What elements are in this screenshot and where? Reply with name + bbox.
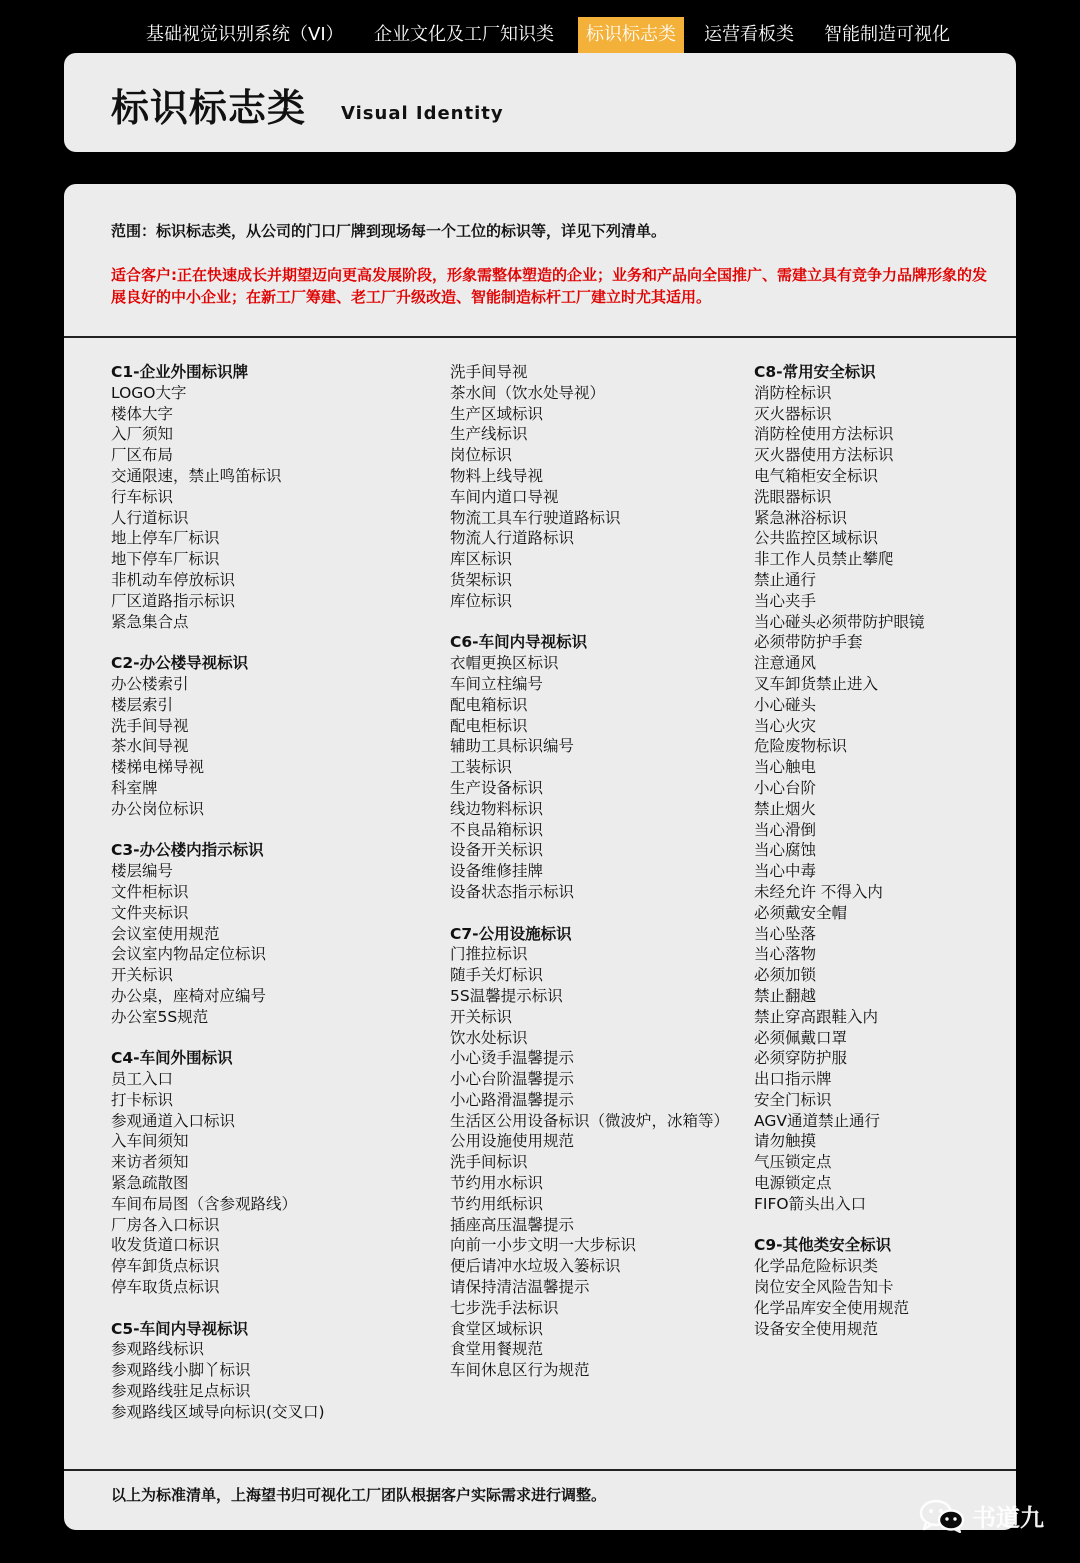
list-item: 配电柜标识 [450, 716, 528, 735]
list-item: 食堂区域标识 [450, 1319, 544, 1338]
list-item: 安全门标识 [754, 1090, 832, 1109]
list-item: 叉车卸货禁止进入 [754, 674, 879, 693]
section-title: C3-办公楼内指示标识 [111, 841, 264, 860]
list-item: 货架标识 [450, 570, 513, 589]
list-item: 请勿触摸 [754, 1132, 817, 1151]
list-item: 车间立柱编号 [450, 674, 544, 693]
list-item: 入车间须知 [111, 1132, 189, 1151]
list-item: 气压锁定点 [754, 1153, 832, 1172]
list-item: 必须穿防护服 [754, 1049, 848, 1068]
list-item: 厂区道路指示标识 [111, 591, 236, 610]
target-clients-text: 适合客户:正在快速成长并期望迈向更高发展阶段，形象需整体塑造的企业；业务和产品向全国推广、需建立具有竞争力品牌形象的发展良好的中小企业；在新工厂筹建、老工厂升级改造、智能制造标杆工厂建立时尤其适用。 [111, 266, 988, 306]
list-item: 小心台阶 [754, 778, 817, 797]
list-item: 库区标识 [450, 550, 513, 569]
list-item: 当心夹手 [754, 591, 817, 610]
tab-vi-system[interactable]: 基础视觉识别系统（VI） [146, 24, 344, 45]
wechat-icon [918, 1499, 966, 1533]
tab-smart-manufacturing[interactable]: 智能制造可视化 [824, 24, 950, 45]
content-card [64, 184, 1016, 1530]
list-item: 门推拉标识 [450, 945, 528, 964]
footer-note: 以上为标准清单，上海望书归可视化工厂团队根据客户实际需求进行调整。 [111, 1486, 607, 1504]
page-subtitle: Visual Identity [341, 103, 504, 124]
list-item: 停车取货点标识 [111, 1278, 220, 1297]
list-item: 来访者须知 [111, 1153, 189, 1172]
list-item: 洗手间导视 [111, 716, 189, 735]
list-column-2 [450, 362, 729, 1402]
list-item: 电气箱柜安全标识 [754, 466, 879, 485]
list-item: 七步洗手法标识 [450, 1298, 559, 1317]
page-title: 标识标志类 [111, 86, 307, 130]
list-item: 小心碰头 [754, 695, 817, 714]
list-item: 生产区域标识 [450, 404, 544, 423]
list-section [111, 840, 325, 1027]
list-item: 生产设备标识 [450, 778, 544, 797]
list-section [111, 1048, 325, 1298]
list-item: 生产线标识 [450, 425, 528, 444]
list-section [111, 653, 325, 819]
list-item: 会议室使用规范 [111, 924, 220, 943]
list-item: 茶水间导视 [111, 737, 189, 756]
list-item: 生活区公用设备标识（微波炉，冰箱等） [450, 1111, 730, 1130]
list-item: 交通限速，禁止鸣笛标识 [111, 466, 282, 485]
list-section [450, 924, 729, 1382]
list-item: 设备开关标识 [450, 841, 544, 860]
scope-text: 范围：标识标志类，从公司的门口厂牌到现场每一个工位的标识等，详见下列清单。 [111, 222, 667, 240]
list-item: 参观通道入口标识 [111, 1111, 236, 1130]
list-item: AGV通道禁止通行 [754, 1111, 880, 1130]
list-item: 必须戴安全帽 [754, 903, 848, 922]
list-item: 节约用水标识 [450, 1174, 544, 1193]
list-item: 衣帽更换区标识 [450, 654, 559, 673]
section-title: C7-公用设施标识 [450, 924, 572, 943]
list-item: 当心腐蚀 [754, 841, 817, 860]
list-item: 开关标识 [450, 1007, 513, 1026]
list-item: FIFO箭头出入口 [754, 1194, 867, 1213]
list-section [754, 362, 925, 1215]
list-item: 请保持清洁温馨提示 [450, 1278, 590, 1297]
list-item: 便后请冲水垃圾入篓标识 [450, 1257, 621, 1276]
list-item: 出口指示牌 [754, 1070, 832, 1089]
list-item: 参观路线小脚丫标识 [111, 1361, 251, 1380]
list-item: 厂区布局 [111, 446, 174, 465]
list-item: 车间布局图（含参观路线） [111, 1194, 298, 1213]
list-item: 收发货道口标识 [111, 1236, 220, 1255]
section-title: C2-办公楼导视标识 [111, 654, 249, 673]
list-item: 行车标识 [111, 487, 174, 506]
list-section [111, 1319, 325, 1423]
watermark [918, 1498, 1044, 1533]
list-item: 必须带防护手套 [754, 633, 863, 652]
tab-signage[interactable]: 标识标志类 [578, 17, 684, 53]
list-item: 设备状态指示标识 [450, 882, 575, 901]
list-section [450, 632, 729, 902]
list-item: 楼层编号 [111, 862, 174, 881]
list-item: 插座高压温馨提示 [450, 1215, 575, 1234]
list-section [450, 362, 729, 612]
list-item: 禁止烟火 [754, 799, 817, 818]
list-section [754, 1235, 925, 1339]
list-item: 危险废物标识 [754, 737, 848, 756]
list-item: 地上停车厂标识 [111, 529, 220, 548]
list-item: 岗位安全风险告知卡 [754, 1278, 894, 1297]
list-item: 饮水处标识 [450, 1028, 528, 1047]
list-item: 入厂须知 [111, 425, 174, 444]
list-item: 工装标识 [450, 758, 513, 777]
list-item: 辅助工具标识编号 [450, 737, 575, 756]
list-item: 必须佩戴口罩 [754, 1028, 848, 1047]
watermark-text: 书道九 [972, 1504, 1044, 1532]
list-item: 禁止穿高跟鞋入内 [754, 1007, 879, 1026]
list-item: 物料上线导视 [450, 466, 544, 485]
list-item: 办公室5S规范 [111, 1007, 209, 1026]
list-item: 当心触电 [754, 758, 817, 777]
list-item: 车间休息区行为规范 [450, 1361, 590, 1380]
list-section [111, 362, 325, 632]
divider [64, 1469, 1016, 1471]
list-item: 文件夹标识 [111, 903, 189, 922]
list-item: 员工入口 [111, 1070, 174, 1089]
list-item: LOGO大字 [111, 383, 187, 402]
list-item: 不良品箱标识 [450, 820, 544, 839]
section-title: C6-车间内导视标识 [450, 633, 588, 652]
list-item: 地下停车厂标识 [111, 550, 220, 569]
tab-operations-board[interactable]: 运营看板类 [704, 24, 794, 45]
section-title: C5-车间内导视标识 [111, 1319, 249, 1338]
section-title: C9-其他类安全标识 [754, 1236, 892, 1255]
tab-culture-knowledge[interactable]: 企业文化及工厂知识类 [374, 24, 554, 45]
list-item: 楼体大字 [111, 404, 174, 423]
list-item: 当心火灾 [754, 716, 817, 735]
list-item: 消防栓标识 [754, 383, 832, 402]
list-item: 消防栓使用方法标识 [754, 425, 894, 444]
list-item: 禁止通行 [754, 570, 817, 589]
list-item: 非机动车停放标识 [111, 570, 236, 589]
list-item: 灭火器标识 [754, 404, 832, 423]
list-item: 公用设施使用规范 [450, 1132, 575, 1151]
list-item: 岗位标识 [450, 446, 513, 465]
list-item: 紧急淋浴标识 [754, 508, 848, 527]
list-item: 化学品危险标识类 [754, 1257, 879, 1276]
list-item: 洗手间标识 [450, 1153, 528, 1172]
list-item: 参观路线区域导向标识(交叉口) [111, 1402, 325, 1421]
list-item: 电源锁定点 [754, 1174, 832, 1193]
list-item: 洗眼器标识 [754, 487, 832, 506]
list-item: 楼梯电梯导视 [111, 758, 205, 777]
section-title: C1-企业外围标识牌 [111, 363, 249, 381]
list-item: 打卡标识 [111, 1090, 174, 1109]
list-item: 办公桌，座椅对应编号 [111, 986, 267, 1005]
list-item: 设备安全使用规范 [754, 1319, 879, 1338]
list-item: 停车卸货点标识 [111, 1257, 220, 1276]
list-item: 注意通风 [754, 654, 817, 673]
list-item: 非工作人员禁止攀爬 [754, 550, 894, 569]
list-item: 随手关灯标识 [450, 966, 544, 985]
list-item: 灭火器使用方法标识 [754, 446, 894, 465]
list-item: 当心碰头必须带防护眼镜 [754, 612, 925, 631]
list-item: 车间内道口导视 [450, 487, 559, 506]
list-column-3 [754, 362, 925, 1360]
list-item: 科室牌 [111, 778, 158, 797]
list-item: 物流人行道路标识 [450, 529, 575, 548]
list-item: 物流工具车行驶道路标识 [450, 508, 621, 527]
header-card [64, 53, 1016, 152]
divider [64, 336, 1016, 338]
list-item: 会议室内物品定位标识 [111, 945, 267, 964]
list-item: 开关标识 [111, 966, 174, 985]
list-item: 厂房各入口标识 [111, 1215, 220, 1234]
list-item: 楼层索引 [111, 695, 174, 714]
list-item: 当心坠落 [754, 924, 817, 943]
list-item: 洗手间导视 [450, 363, 528, 381]
list-item: 小心烫手温馨提示 [450, 1049, 575, 1068]
list-item: 向前一小步文明一大步标识 [450, 1236, 637, 1255]
list-item: 公共监控区域标识 [754, 529, 879, 548]
list-item: 未经允许 不得入内 [754, 882, 883, 901]
list-item: 化学品库安全使用规范 [754, 1298, 910, 1317]
list-item: 紧急疏散图 [111, 1174, 189, 1193]
list-item: 5S温馨提示标识 [450, 986, 563, 1005]
list-item: 禁止翻越 [754, 986, 817, 1005]
list-item: 必须加锁 [754, 966, 817, 985]
list-item: 文件柜标识 [111, 882, 189, 901]
list-item: 节约用纸标识 [450, 1194, 544, 1213]
section-title: C8-常用安全标识 [754, 363, 876, 381]
list-column-1 [111, 362, 325, 1443]
list-item: 库位标识 [450, 591, 513, 610]
list-item: 配电箱标识 [450, 695, 528, 714]
list-item: 办公岗位标识 [111, 799, 205, 818]
list-item: 线边物料标识 [450, 799, 544, 818]
list-item: 紧急集合点 [111, 612, 189, 631]
top-tab-bar [0, 17, 1080, 53]
list-item: 当心落物 [754, 945, 817, 964]
list-item: 当心滑倒 [754, 820, 817, 839]
list-item: 办公楼索引 [111, 674, 189, 693]
list-item: 参观路线驻足点标识 [111, 1382, 251, 1401]
list-item: 小心台阶温馨提示 [450, 1070, 575, 1089]
list-item: 当心中毒 [754, 862, 817, 881]
list-item: 茶水间（饮水处导视） [450, 383, 606, 402]
list-item: 食堂用餐规范 [450, 1340, 544, 1359]
list-item: 小心路滑温馨提示 [450, 1090, 575, 1109]
list-item: 设备维修挂牌 [450, 862, 544, 881]
list-item: 参观路线标识 [111, 1340, 205, 1359]
list-item: 人行道标识 [111, 508, 189, 527]
section-title: C4-车间外围标识 [111, 1049, 233, 1068]
